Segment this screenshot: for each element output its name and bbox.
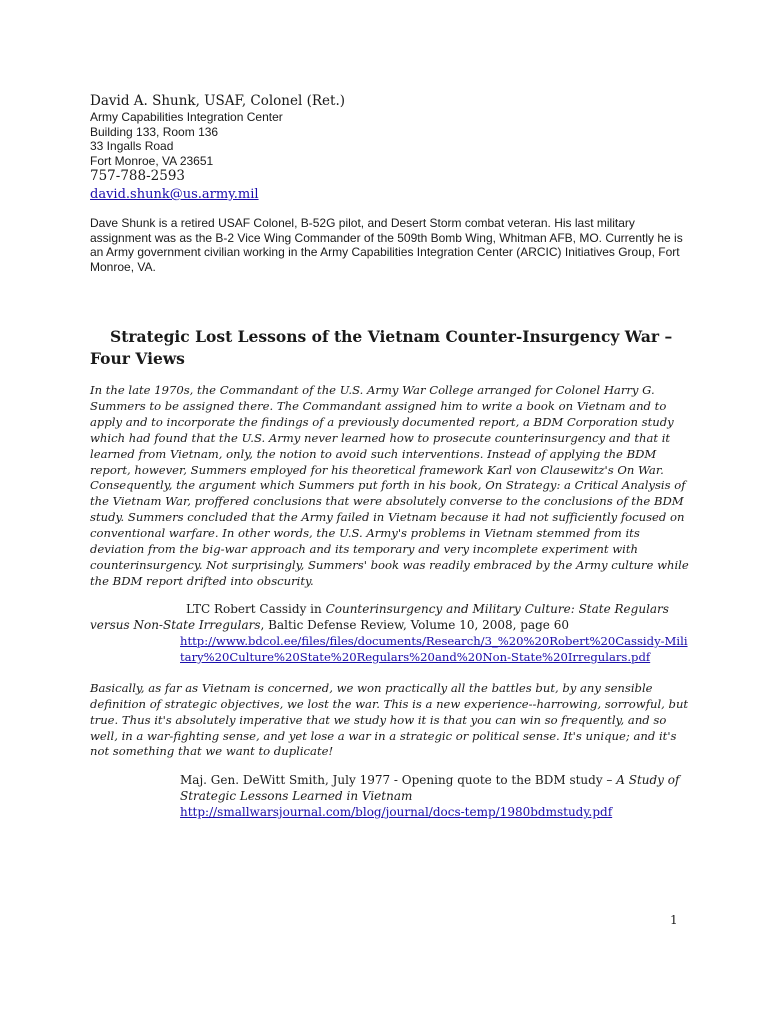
address-line-1: Army Capabilities Integration Center bbox=[90, 110, 283, 124]
author-bio: Dave Shunk is a retired USAF Colonel, B-52G pilot, and Desert Storm combat veteran. His last military assignment was as the B-2 Vice Wing Commander of the 509th Bomb Wing, Whitman AFB, MO. Currently he is an Army government civilian working in the Army Capabilities Integration Center (ARCIC) Initiatives Group, Fort Monroe, VA. bbox=[90, 216, 683, 274]
smith-attribution-work: A Study of Strategic Lessons Learned in Vietnam bbox=[180, 773, 680, 804]
smith-quote: Basically, as far as Vietnam is concerned, we won practically all the battles but, by any sensible definition of strategic objectives, we lost the war. This is a new experience--harrowing, sorrowful, but true. Thus it's absolutely imperative that we study how it is that you can win so frequently, and so well, in a war-fighting sense, and yet lose a war in a strategic or political sense. It's unique; and it's not something that we want to duplicate! bbox=[90, 680, 689, 759]
smith-attribution-text: Maj. Gen. DeWitt Smith, July 1977 - Opening quote to the BDM study – bbox=[180, 773, 617, 788]
author-phone: 757-788-2593 bbox=[90, 168, 186, 184]
address-line-4: Fort Monroe, VA 23651 bbox=[90, 153, 214, 168]
page-number: 1 bbox=[670, 913, 678, 927]
cassidy-attribution-author: LTC Robert Cassidy in bbox=[186, 601, 326, 616]
cassidy-attribution-source: , Baltic Defense Review, Volume 10, 2008, page 60 bbox=[260, 617, 569, 632]
cassidy-url-link[interactable]: http://www.bdcol.ee/files/files/documents/Research/3_%20%20Robert%20Cassidy-Military%20Culture%20State%20Regulars%20and%20Non-State%20Irregulars.pdf bbox=[180, 633, 688, 664]
document-page bbox=[90, 92, 690, 820]
author-email-link[interactable]: david.shunk@us.army.mil bbox=[90, 187, 259, 202]
smith-attribution bbox=[180, 772, 690, 820]
cassidy-attribution bbox=[90, 601, 690, 633]
cassidy-url-block bbox=[180, 633, 690, 665]
cassidy-quote: In the late 1970s, the Commandant of the U.S. Army War College arranged for Colonel Harry G. Summers to be assigned there. The Commandant assigned him to write a book on Vietnam and to apply and to incorporate the findings of a previously documented report, a BDM Corporation study which had found that the U.S. Army never learned how to prosecute counterinsurgency and that it learned from Vietnam, only, the notion to avoid such interventions. Instead of applying the BDM report, however, Summers employed for his theoretical framework Karl von Clausewitz's On War. Consequently, the argument which Summers put forth in his book, On Strategy: a Critical Analysis of the Vietnam War, proffered conclusions that were absolutely converse to the conclusions of the BDM study. Summers concluded that the Army failed in Vietnam because it had not sufficiently focused on conventional warfare. In other words, the U.S. Army's problems in Vietnam stemmed from its deviation from the big-war approach and its temporary and very incomplete experiment with counterinsurgency. Not surprisingly, Summers' book was readily embraced by the Army culture while the BDM report drifted into obscurity. bbox=[90, 383, 689, 588]
author-name: David A. Shunk, USAF, Colonel (Ret.) bbox=[90, 93, 345, 109]
smith-url-link[interactable]: http://smallwarsjournal.com/blog/journal/docs-temp/1980bdmstudy.pdf bbox=[180, 805, 613, 820]
document-title: Strategic Lost Lessons of the Vietnam Counter-Insurgency War – Four Views bbox=[90, 327, 673, 368]
address-line-3: 33 Ingalls Road bbox=[90, 139, 174, 153]
address-line-2: Building 133, Room 136 bbox=[90, 124, 219, 139]
cassidy-attribution-work: Counterinsurgency and Military Culture: State Regulars versus Non-State Irregulars bbox=[90, 601, 669, 632]
